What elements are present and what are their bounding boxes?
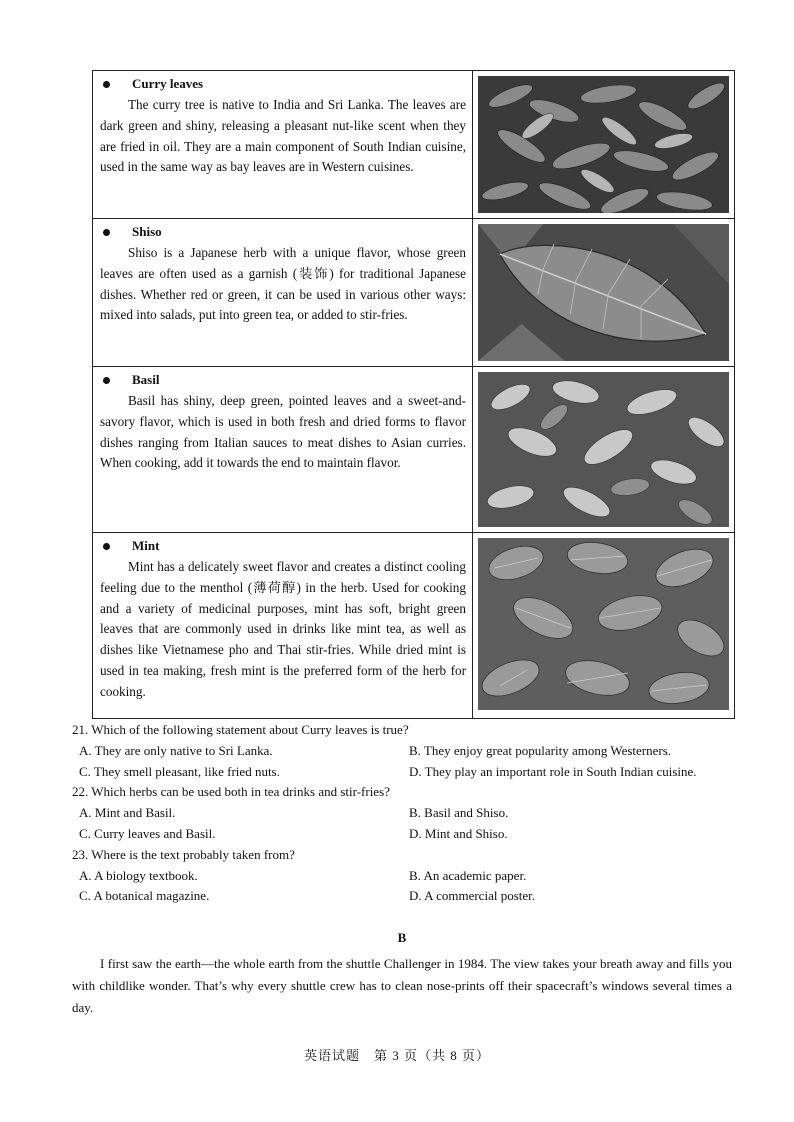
herb-image-cell [473, 367, 735, 533]
question-22 [72, 782, 732, 844]
herb-description: Basil has shiny, deep green, pointed leaves and a sweet-and-savory flavor, which is used in both fresh and dried forms to flavor dishes ranging from Italian sauces to meat dishes to Asian curries. When cooking, add it towards the end to maintain flavor. [100, 393, 466, 471]
mint-plant-photo [478, 538, 729, 710]
herb-description: The curry tree is native to India and Sri Lanka. The leaves are dark green and shiny, releasing a pleasant nut-like scent when they are fried in oil. They are a main component of South Indian cuisine, used in the same way as bay leaves are in Western cuisines. [100, 97, 466, 175]
option-d[interactable]: D. They play an important role in South Indian cuisine. [409, 763, 697, 779]
bullet-icon [103, 543, 110, 550]
herb-description: Shiso is a Japanese herb with a unique flavor, whose green leaves are often used as a garnish (装饰) for traditional Japanese dishes. Whether red or green, it can be used in various other ways: mixed into salads, put into green tea, or added to stir-fries. [100, 245, 466, 323]
herb-text-cell [93, 71, 473, 219]
basil-plant-photo [478, 372, 729, 527]
herb-image-cell [473, 533, 735, 719]
herb-name [100, 372, 466, 388]
herb-name [100, 224, 466, 240]
option-c[interactable]: C. They smell pleasant, like fried nuts. [79, 763, 280, 779]
question-stem: 22. Which herbs can be used both in tea drinks and stir-fries? [72, 784, 390, 800]
herb-table [92, 70, 735, 719]
option-row [72, 886, 732, 907]
option-b[interactable]: B. An academic paper. [409, 867, 527, 883]
question-21 [72, 720, 732, 782]
bullet-icon [103, 229, 110, 236]
option-a[interactable]: A. A biology textbook. [79, 867, 198, 883]
herb-name-text: Curry leaves [132, 76, 204, 91]
herb-image-cell [473, 71, 735, 219]
bullet-icon [103, 377, 110, 384]
herb-text-cell [93, 219, 473, 367]
herb-text-cell [93, 533, 473, 719]
herb-name-text: Mint [132, 538, 160, 553]
question-23 [72, 845, 732, 907]
herb-name-text: Basil [132, 372, 160, 387]
herb-row-mint [93, 533, 735, 719]
option-row [72, 803, 732, 824]
option-b[interactable]: B. They enjoy great popularity among Westerners. [409, 742, 672, 758]
option-a[interactable]: A. Mint and Basil. [79, 805, 176, 821]
herb-image-cell [473, 219, 735, 367]
passage-paragraph: I first saw the earth—the whole earth from the shuttle Challenger in 1984. The view takes your breath away and fills you with childlike wonder. That’s why every shuttle crew has to clean nose-prints off their spacecraft’s windows several times a day. [72, 956, 732, 1015]
option-b[interactable]: B. Basil and Shiso. [409, 805, 509, 821]
section-title: B [397, 930, 407, 945]
option-a[interactable]: A. They are only native to Sri Lanka. [79, 742, 273, 758]
herb-row-curry [93, 71, 735, 219]
question-stem: 23. Where is the text probably taken from? [72, 846, 295, 862]
option-row [72, 741, 732, 762]
herb-text-cell [93, 367, 473, 533]
option-d[interactable]: D. Mint and Shiso. [409, 825, 508, 841]
option-row [72, 866, 732, 887]
bullet-icon [103, 81, 110, 88]
option-row [72, 762, 732, 783]
herb-name [100, 76, 466, 92]
shiso-leaf-photo [478, 224, 729, 361]
questions-section [72, 720, 732, 907]
option-c[interactable]: C. A botanical magazine. [79, 888, 210, 904]
question-stem: 21. Which of the following statement about Curry leaves is true? [72, 722, 409, 737]
herb-row-basil [93, 367, 735, 533]
curry-leaves-photo [478, 76, 729, 213]
herb-name [100, 538, 466, 554]
page-footer: 英语试题 第 3 页（共 8 页） [303, 1048, 490, 1063]
herb-name-text: Shiso [132, 224, 162, 239]
herb-description: Mint has a delicately sweet flavor and creates a distinct cooling feeling due to the menthol (薄荷醇) in the herb. Used for cooking and a variety of medicinal purposes, mint has soft, bright green leaves that are commonly used in drinks like mint tea, as well as dishes like Vietnamese pho and Thai stir-fries. While dried mint is used in tea making, fresh mint is the preferred form of the herb for cooking. [100, 559, 466, 699]
section-b [72, 928, 732, 1019]
herb-row-shiso [93, 219, 735, 367]
option-row [72, 824, 732, 845]
option-c[interactable]: C. Curry leaves and Basil. [79, 825, 216, 841]
option-d[interactable]: D. A commercial poster. [409, 888, 536, 904]
